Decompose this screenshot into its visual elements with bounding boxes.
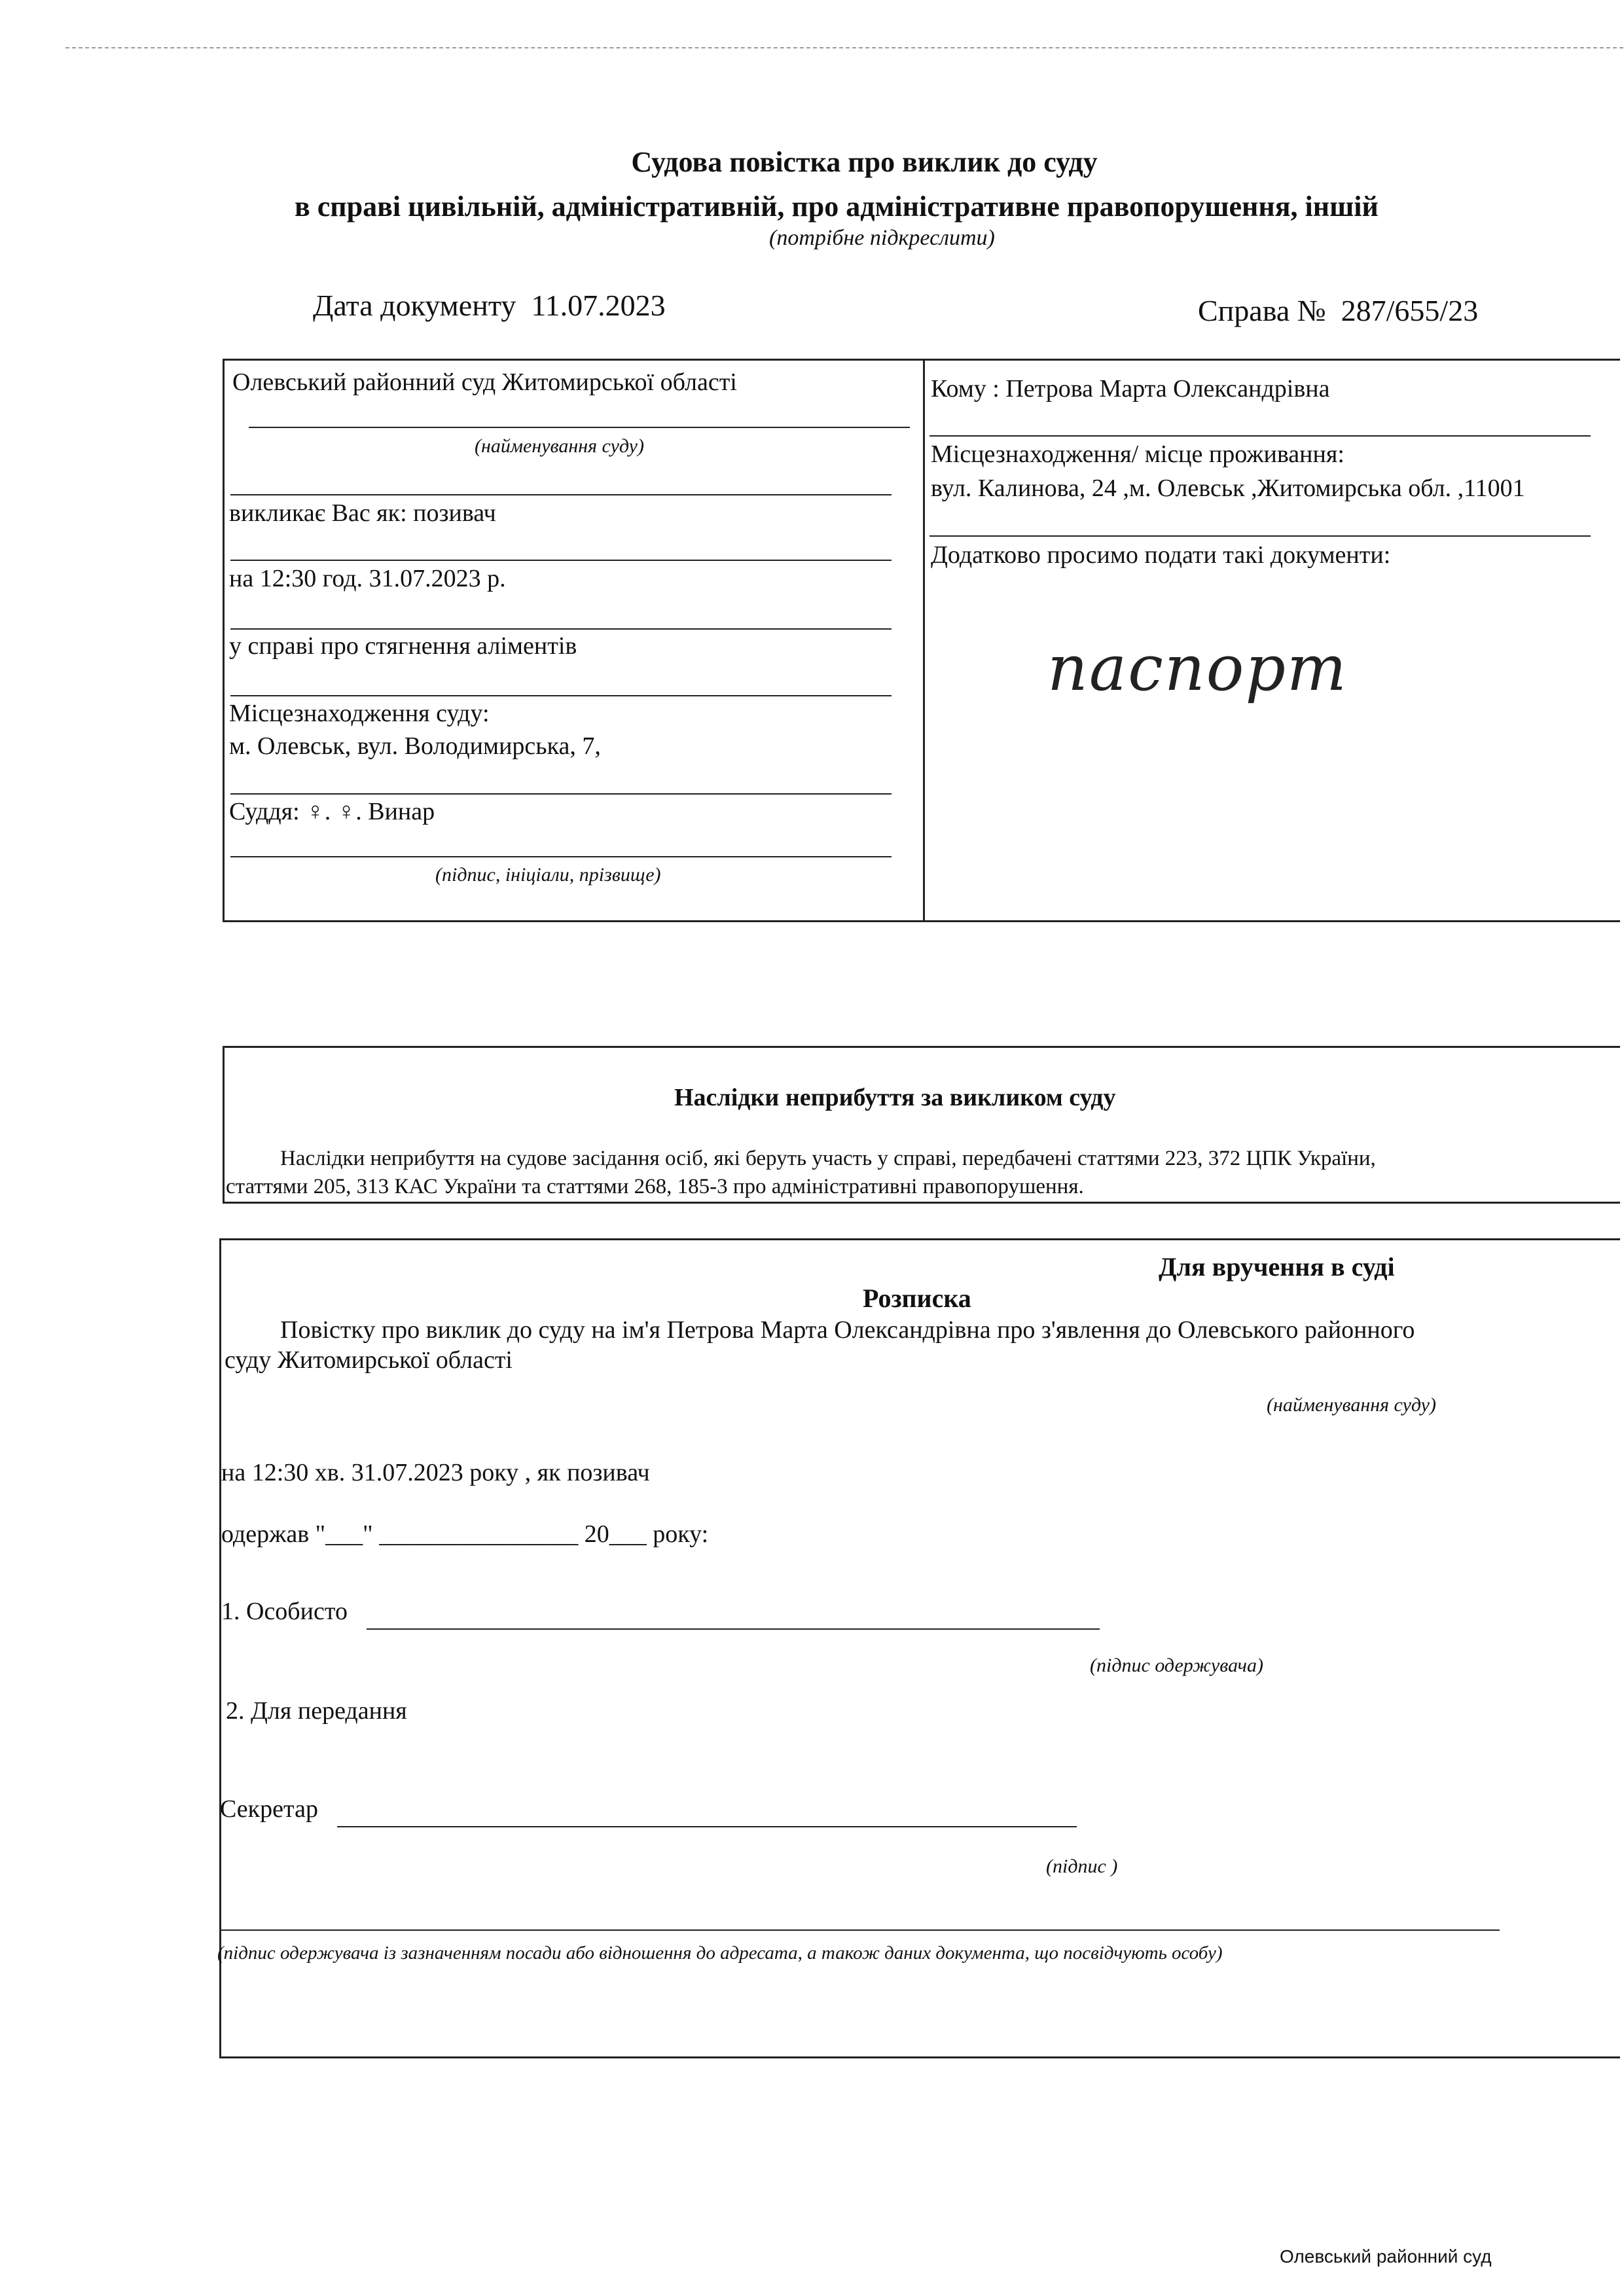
right-rule-2: [929, 535, 1591, 537]
rule-5: [230, 695, 892, 696]
recipient-label: Кому :: [931, 375, 1000, 403]
table-bottom-border: [223, 920, 1620, 922]
address-label: Місцезнаходження/ місце проживання:: [931, 440, 1344, 468]
receipt-text-line-1: Повістку про виклик до суду на ім'я Петрова Марта Олександрівна про з'явлення до Олевського районного: [280, 1316, 1415, 1344]
judge-label: Суддя:: [229, 798, 300, 825]
case-subject: у справі про стягнення аліментів: [229, 632, 577, 660]
date-label: Дата документу: [313, 289, 516, 322]
personal-caption: (підпис одержувача): [1090, 1655, 1263, 1676]
secretary-label: Секретар: [220, 1795, 318, 1823]
consequences-line-2: статтями 205, 313 КАС України та статтями 268, 185-3 про адміністративні правопорушення.: [226, 1175, 1084, 1198]
table-middle-border: [923, 359, 925, 922]
receiver-signature-line[interactable]: [220, 1929, 1500, 1931]
court-location-value: м. Олевськ, вул. Володимирська, 7,: [229, 732, 601, 760]
address-value: вул. Калинова, 24 ,м. Олевськ ,Житомирська обл. ,11001: [931, 475, 1525, 502]
consequences-line-1: Наслідки неприбуття на судове засідання осіб, які беруть участь у справі, передбачені статтями 223, 372 ЦПК України,: [280, 1147, 1376, 1170]
case-number: [1198, 293, 1478, 328]
transfer-label: 2. Для передання: [226, 1697, 407, 1725]
document-subtitle: в справі цивільній, адміністративній, про адміністративне правопорушення, іншій: [295, 190, 1379, 223]
date-value: 11.07.2023: [531, 289, 666, 322]
recipient-line: [931, 374, 1329, 403]
secretary-signature-line[interactable]: [337, 1826, 1077, 1827]
hearing-time: на 12:30 год. 31.07.2023 р.: [229, 565, 506, 592]
rule-2: [230, 494, 892, 495]
document-date: [313, 288, 666, 323]
recipient-name: Петрова Марта Олександрівна: [1005, 375, 1330, 403]
case-value: 287/655/23: [1341, 294, 1479, 327]
receipt-bottom-border: [219, 2056, 1620, 2058]
receiver-caption: (підпис одержувача із зазначенням посади або відношення до адресата, а також даних документа, що посвідчують особу): [217, 1943, 1223, 1964]
personal-signature-line[interactable]: [367, 1628, 1100, 1630]
receipt-title: Розписка: [863, 1283, 971, 1313]
consequences-title: Наслідки неприбуття за викликом суду: [674, 1084, 1116, 1111]
judge-line: [229, 797, 435, 826]
receipt-left-border: [219, 1238, 221, 2058]
rule-6: [230, 793, 892, 795]
handwritten-passport: паспорт: [1047, 632, 1348, 705]
right-rule-1: [929, 435, 1591, 437]
receipt-court-caption: (найменування суду): [1267, 1394, 1436, 1416]
footer-stamp: Олевський районний суд: [1280, 2246, 1492, 2267]
receipt-top-border: [219, 1238, 1620, 1240]
summons-role: викликає Вас як: позивач: [229, 499, 496, 527]
table-left-border: [223, 359, 225, 922]
table-top-border: [223, 359, 1620, 361]
underline-note: (потрібне підкреслити): [769, 226, 995, 250]
court-name-rule: [249, 427, 910, 428]
rule-4: [230, 628, 892, 630]
court-name-caption: (найменування суду): [475, 435, 644, 457]
for-court-delivery: Для вручення в суді: [1159, 1252, 1395, 1282]
case-label: Справа №: [1198, 294, 1326, 327]
personal-label: 1. Особисто: [221, 1598, 348, 1625]
receipt-received-line: одержав "___" ________________ 20___ року:: [221, 1520, 709, 1548]
receipt-text-line-2: суду Житомирської області: [225, 1346, 513, 1374]
document-title: Судова повістка про виклик до суду: [631, 146, 1098, 178]
consequences-left-border: [223, 1046, 225, 1203]
rule-7: [230, 856, 892, 857]
judge-initials: ♀. ♀.: [306, 798, 362, 825]
documents-label: Додатково просимо подати такі документи:: [931, 541, 1391, 569]
consequences-bottom-border: [223, 1202, 1620, 1204]
receipt-time-line: на 12:30 хв. 31.07.2023 року , як позивач: [221, 1459, 650, 1486]
judge-name: Винар: [368, 798, 435, 825]
secretary-caption: (підпис ): [1046, 1856, 1118, 1877]
court-name: Олевський районний суд Житомирської області: [232, 368, 737, 396]
judge-caption: (підпис, ініціали, прізвище): [435, 864, 661, 886]
scan-edge-line: [65, 47, 1623, 48]
court-location-label: Місцезнаходження суду:: [229, 700, 490, 727]
consequences-top-border: [223, 1046, 1620, 1048]
rule-3: [230, 560, 892, 561]
